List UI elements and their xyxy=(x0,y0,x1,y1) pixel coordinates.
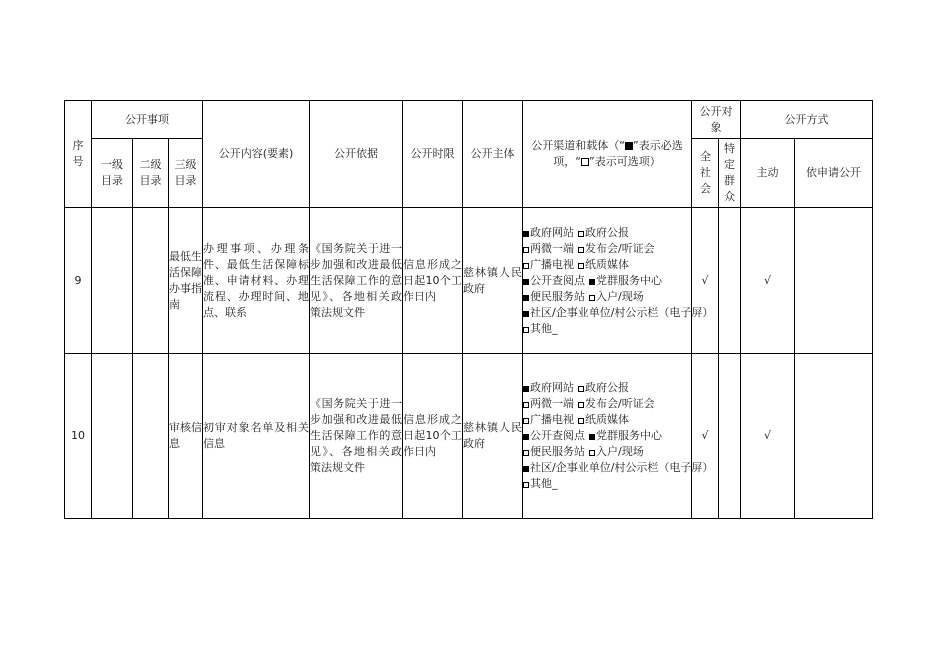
header-channel: 公开渠道和载体（“ ”表示必选项，“ ”表示可选项） xyxy=(523,101,692,208)
channel-option xyxy=(523,396,574,412)
row-content: 初审对象名单及相关信息 xyxy=(203,354,310,519)
channel-option xyxy=(589,444,644,460)
row-time-limit: 信息形成之日起10个工作日内 xyxy=(403,354,463,519)
row-channels xyxy=(523,354,714,519)
row-seq: 10 xyxy=(65,354,92,519)
channel-line xyxy=(523,273,691,289)
row-subject: 慈林镇人民政府 xyxy=(463,208,523,354)
channel-option xyxy=(589,289,644,305)
header-target-specific: 特定群众 xyxy=(719,139,741,208)
filled-checkbox-icon xyxy=(523,434,529,440)
channel-label: 公开查阅点 xyxy=(530,429,585,442)
channel-label: 入户/现场 xyxy=(596,289,644,303)
empty-checkbox-icon xyxy=(523,247,529,253)
row-seq: 9 xyxy=(65,208,92,354)
channel-option xyxy=(589,273,662,289)
filled-checkbox-icon xyxy=(523,279,529,285)
channel-option xyxy=(523,380,574,396)
row-time-limit: 信息形成之日起10个工作日内 xyxy=(403,208,463,354)
filled-square-icon xyxy=(625,142,633,150)
header-level3: 三级目录 xyxy=(169,139,203,208)
header-time-limit: 公开时限 xyxy=(403,101,463,208)
header-target-all: 全社会 xyxy=(692,139,719,208)
row-level1 xyxy=(92,354,133,519)
header-target-group: 公开对象 xyxy=(692,101,741,139)
row-method-request xyxy=(795,354,873,519)
channel-option xyxy=(589,428,662,444)
channel-label: 政府公报 xyxy=(585,381,629,394)
filled-checkbox-icon xyxy=(589,434,595,440)
channel-label: 公开查阅点 xyxy=(530,273,585,287)
header-level2: 二级目录 xyxy=(133,139,169,208)
row-target-specific xyxy=(719,354,741,519)
channel-label: 广播电视 xyxy=(530,413,574,426)
channel-label: 纸质媒体 xyxy=(585,413,629,426)
channel-option xyxy=(578,241,655,257)
empty-checkbox-icon xyxy=(523,450,529,456)
row-method-request xyxy=(795,208,873,354)
header-level1: 一级目录 xyxy=(92,139,133,208)
row-subject: 慈林镇人民政府 xyxy=(463,354,523,519)
channel-option xyxy=(578,412,629,428)
channel-option xyxy=(578,396,655,412)
empty-checkbox-icon xyxy=(523,402,529,408)
row-basis: 《国务院关于进一步加强和改进最低生活保障工作的意见》、各地相关政策法规文件 xyxy=(310,208,403,354)
channel-option xyxy=(523,476,558,492)
row-content: 办理事项、办理条件、最低生活保障标准、申请材料、办理流程、办理时间、地点、联系 xyxy=(203,208,310,354)
header-method-group: 公开方式 xyxy=(741,101,873,139)
channel-label: 发布会/听证会 xyxy=(585,397,655,410)
row-level2 xyxy=(133,354,169,519)
check-mark-icon: √ xyxy=(741,354,795,519)
empty-checkbox-icon xyxy=(523,418,529,424)
filled-checkbox-icon xyxy=(523,295,529,301)
channel-option xyxy=(523,273,585,289)
row-channels xyxy=(523,208,714,354)
channel-line xyxy=(523,305,714,321)
empty-checkbox-icon xyxy=(589,450,595,456)
channel-line xyxy=(523,396,691,412)
channel-label: 纸质媒体 xyxy=(585,257,629,271)
channel-option xyxy=(578,380,629,396)
row-level1 xyxy=(92,208,133,354)
channel-line xyxy=(523,241,691,257)
empty-checkbox-icon xyxy=(578,247,584,253)
channel-line xyxy=(523,257,691,273)
header-method-active: 主动 xyxy=(741,139,795,208)
empty-checkbox-icon xyxy=(589,295,595,301)
channel-label: 社区/企事业单位/村公示栏（电子屏） xyxy=(530,305,714,319)
table-row xyxy=(65,354,873,519)
filled-checkbox-icon xyxy=(523,231,529,237)
empty-checkbox-icon xyxy=(523,482,529,488)
channel-line xyxy=(523,428,691,444)
row-level3: 最低生活保障办事指南 xyxy=(169,208,203,354)
row-basis: 《国务院关于进一步加强和改进最低生活保障工作的意见》、各地相关政策法规文件 xyxy=(310,354,403,519)
channel-label: 政府公报 xyxy=(585,225,629,239)
empty-checkbox-icon xyxy=(578,263,584,269)
header-basis: 公开依据 xyxy=(310,101,403,208)
channel-label: 两微一端 xyxy=(530,397,574,410)
channel-label: 党群服务中心 xyxy=(596,429,662,442)
channel-label: 政府网站 xyxy=(530,381,574,394)
channel-label: 其他_ xyxy=(530,321,558,335)
channel-line xyxy=(523,476,691,492)
disclosure-table xyxy=(64,100,873,519)
channel-line xyxy=(523,289,691,305)
row-target-specific xyxy=(719,208,741,354)
check-mark-icon: √ xyxy=(741,208,795,354)
channel-option xyxy=(523,289,585,305)
channel-line xyxy=(523,225,691,241)
header-seq: 序号 xyxy=(65,101,92,208)
filled-checkbox-icon xyxy=(589,279,595,285)
channel-option xyxy=(523,305,713,321)
empty-checkbox-icon xyxy=(578,231,584,237)
header-subject: 公开主体 xyxy=(463,101,523,208)
channel-label: 社区/企事业单位/村公示栏（电子屏） xyxy=(530,461,714,474)
empty-checkbox-icon xyxy=(578,418,584,424)
channel-option xyxy=(578,225,629,241)
empty-square-icon xyxy=(581,158,589,166)
channel-line xyxy=(523,444,691,460)
channel-label: 入户/现场 xyxy=(596,445,644,458)
table-row xyxy=(65,208,873,354)
channel-option xyxy=(523,460,713,476)
channel-label: 两微一端 xyxy=(530,241,574,255)
filled-checkbox-icon xyxy=(523,311,529,317)
channel-option xyxy=(578,257,629,273)
channel-option xyxy=(523,225,574,241)
channel-option xyxy=(523,412,574,428)
channel-line xyxy=(523,460,714,476)
channel-label: 党群服务中心 xyxy=(596,273,662,287)
row-level2 xyxy=(133,208,169,354)
channel-line xyxy=(523,321,691,337)
channel-option xyxy=(523,444,585,460)
channel-line xyxy=(523,412,691,428)
check-mark-icon: √ xyxy=(692,354,719,519)
empty-checkbox-icon xyxy=(578,386,584,392)
row-level3: 审核信息 xyxy=(169,354,203,519)
channel-label: 广播电视 xyxy=(530,257,574,271)
channel-option xyxy=(523,428,585,444)
channel-option xyxy=(523,257,574,273)
channel-label: 便民服务站 xyxy=(530,445,585,458)
header-content: 公开内容(要素) xyxy=(203,101,310,208)
empty-checkbox-icon xyxy=(523,327,529,333)
channel-label: 便民服务站 xyxy=(530,289,585,303)
channel-option xyxy=(523,321,558,337)
channel-option xyxy=(523,241,574,257)
channel-label: 其他_ xyxy=(530,477,558,490)
channel-label: 发布会/听证会 xyxy=(585,241,655,255)
header-items-group: 公开事项 xyxy=(92,101,203,139)
filled-checkbox-icon xyxy=(523,386,529,392)
empty-checkbox-icon xyxy=(523,263,529,269)
channel-label: 政府网站 xyxy=(530,225,574,239)
empty-checkbox-icon xyxy=(578,402,584,408)
check-mark-icon: √ xyxy=(692,208,719,354)
header-method-request: 依申请公开 xyxy=(795,139,873,208)
filled-checkbox-icon xyxy=(523,466,529,472)
channel-line xyxy=(523,380,691,396)
